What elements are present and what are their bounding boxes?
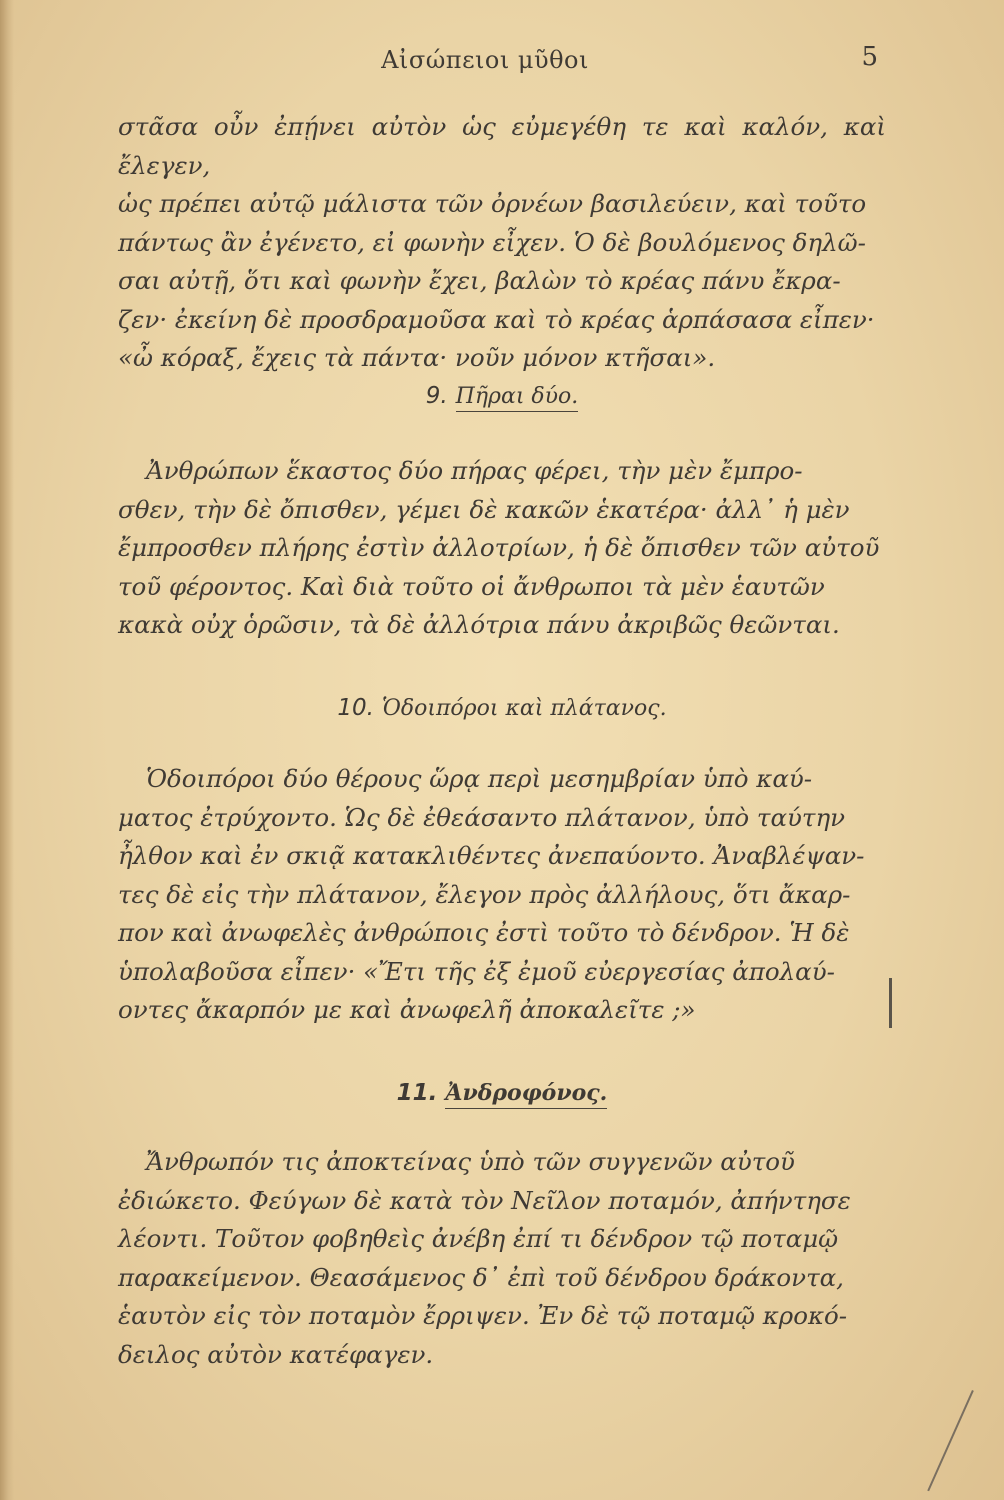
running-title: Αἰσώπειοι μῦθοι <box>381 46 589 74</box>
text-line: σαι αὐτῇ, ὅτι καὶ φωνὴν ἔχει, βαλὼν τὸ κρέας πάνυ ἔκρα- <box>118 266 841 295</box>
text-line: Ὁδοιπόροι δύο θέρους ὥρᾳ περὶ μεσημβρίαν ὑπὸ καύ- <box>146 764 813 793</box>
text-line: λέοντι. Τοῦτον φοβηθεὶς ἀνέβη ἐπί τι δένδρον τῷ ποταμῷ <box>118 1224 839 1253</box>
text-line: Ἄνθρωπόν τις ἀποκτείνας ὑπὸ τῶν συγγενῶν αὐτοῦ <box>146 1147 795 1176</box>
page-header <box>0 40 1004 80</box>
text-line: κακὰ οὐχ ὁρῶσιν, τὰ δὲ ἀλλότρια πάνυ ἀκριβῶς θεῶνται. <box>118 610 840 639</box>
fable-number: 9. <box>425 383 448 409</box>
text-line: ἔμπροσθεν πλήρης ἐστὶν ἀλλοτρίων, ἡ δὲ ὄπισθεν τῶν αὐτοῦ <box>118 533 880 562</box>
text-line: ζεν· ἐκείνη δὲ προσδραμοῦσα καὶ τὸ κρέας ἁρπάσασα εἶπεν· <box>118 304 875 334</box>
fable-heading-10 <box>0 695 1004 721</box>
text-line: οντες ἄκαρπόν με καὶ ἀνωφελῆ ἀποκαλεῖτε ;» <box>118 995 696 1024</box>
fable-title: Πῆραι δύο. <box>456 384 579 412</box>
text-line: σθεν, τὴν δὲ ὄπισθεν, γέμει δὲ κακῶν ἑκατέρα· ἀλλ᾽ ἡ μὲν <box>118 494 850 524</box>
text-line: ὡς πρέπει αὐτῷ μάλιστα τῶν ὀρνέων βασιλεύειν, καὶ τοῦτο <box>118 189 867 218</box>
text-line: τοῦ φέροντος. Καὶ διὰ τοῦτο οἱ ἄνθρωποι τὰ μὲν ἑαυτῶν <box>118 571 825 601</box>
text-line: πάντως ἂν ἐγένετο, εἰ φωνὴν εἶχεν. Ὁ δὲ βουλόμενος δηλῶ- <box>118 227 866 257</box>
fable-number: 10. <box>337 695 374 721</box>
text-line: στᾶσα οὖν ἐπῄνει αὐτὸν ὡς εὐμεγέθη τε καὶ καλόν, καὶ ἔλεγεν, <box>118 112 886 180</box>
fable-title: Ἀνδροφόνος. <box>445 1080 607 1109</box>
text-line: ματος ἐτρύχοντο. Ὡς δὲ ἐθεάσαντο πλάτανον, ὑπὸ ταύτην <box>118 802 846 832</box>
text-line: τες δὲ εἰς τὴν πλάτανον, ἔλεγον πρὸς ἀλλήλους, ὅτι ἄκαρ- <box>118 879 851 909</box>
margin-pencil-line <box>927 1390 974 1491</box>
fable-heading-9 <box>0 383 1004 409</box>
fable-body-11 <box>118 1143 886 1374</box>
page-gutter-shadow <box>0 0 14 1500</box>
fable-body-10 <box>118 760 886 1030</box>
fable-heading-11 <box>0 1080 1004 1106</box>
text-line: ἦλθον καὶ ἐν σκιᾷ κατακλιθέντες ἀνεπαύοντο. Ἀναβλέψαν- <box>118 841 865 870</box>
text-line: ἑαυτὸν εἰς τὸν ποταμὸν ἔρριψεν. Ἐν δὲ τῷ ποταμῷ κροκό- <box>118 1301 848 1330</box>
text-line: Ἀνθρώπων ἕκαστος δύο πήρας φέρει, τὴν μὲν ἔμπρο- <box>146 456 803 485</box>
fable-number: 11. <box>396 1080 438 1106</box>
fable-body-9 <box>118 452 886 645</box>
text-line: ἐδιώκετο. Φεύγων δὲ κατὰ τὸν Νεῖλον ποταμόν, ἀπήντησε <box>118 1185 851 1215</box>
page-number: 5 <box>861 42 878 72</box>
opening-paragraph <box>118 108 886 378</box>
fable-title: Ὁδοιπόροι καὶ πλάτανος. <box>381 696 667 721</box>
text-line: ὑπολαβοῦσα εἶπεν· «Ἔτι τῆς ἐξ ἐμοῦ εὐεργεσίας ἀπολαύ- <box>118 956 835 986</box>
text-line: «ὦ κόραξ, ἔχεις τὰ πάντα· νοῦν μόνον κτῆσαι». <box>118 343 716 372</box>
text-line: δειλος αὐτὸν κατέφαγεν. <box>118 1339 434 1369</box>
text-line: παρακείμενον. Θεασάμενος δ᾽ ἐπὶ τοῦ δένδρου δράκοντα, <box>118 1262 844 1292</box>
text-line: πον καὶ ἀνωφελὲς ἀνθρώποις ἐστὶ τοῦτο τὸ δένδρον. Ἡ δὲ <box>118 918 850 947</box>
margin-pencil-mark <box>889 978 892 1028</box>
